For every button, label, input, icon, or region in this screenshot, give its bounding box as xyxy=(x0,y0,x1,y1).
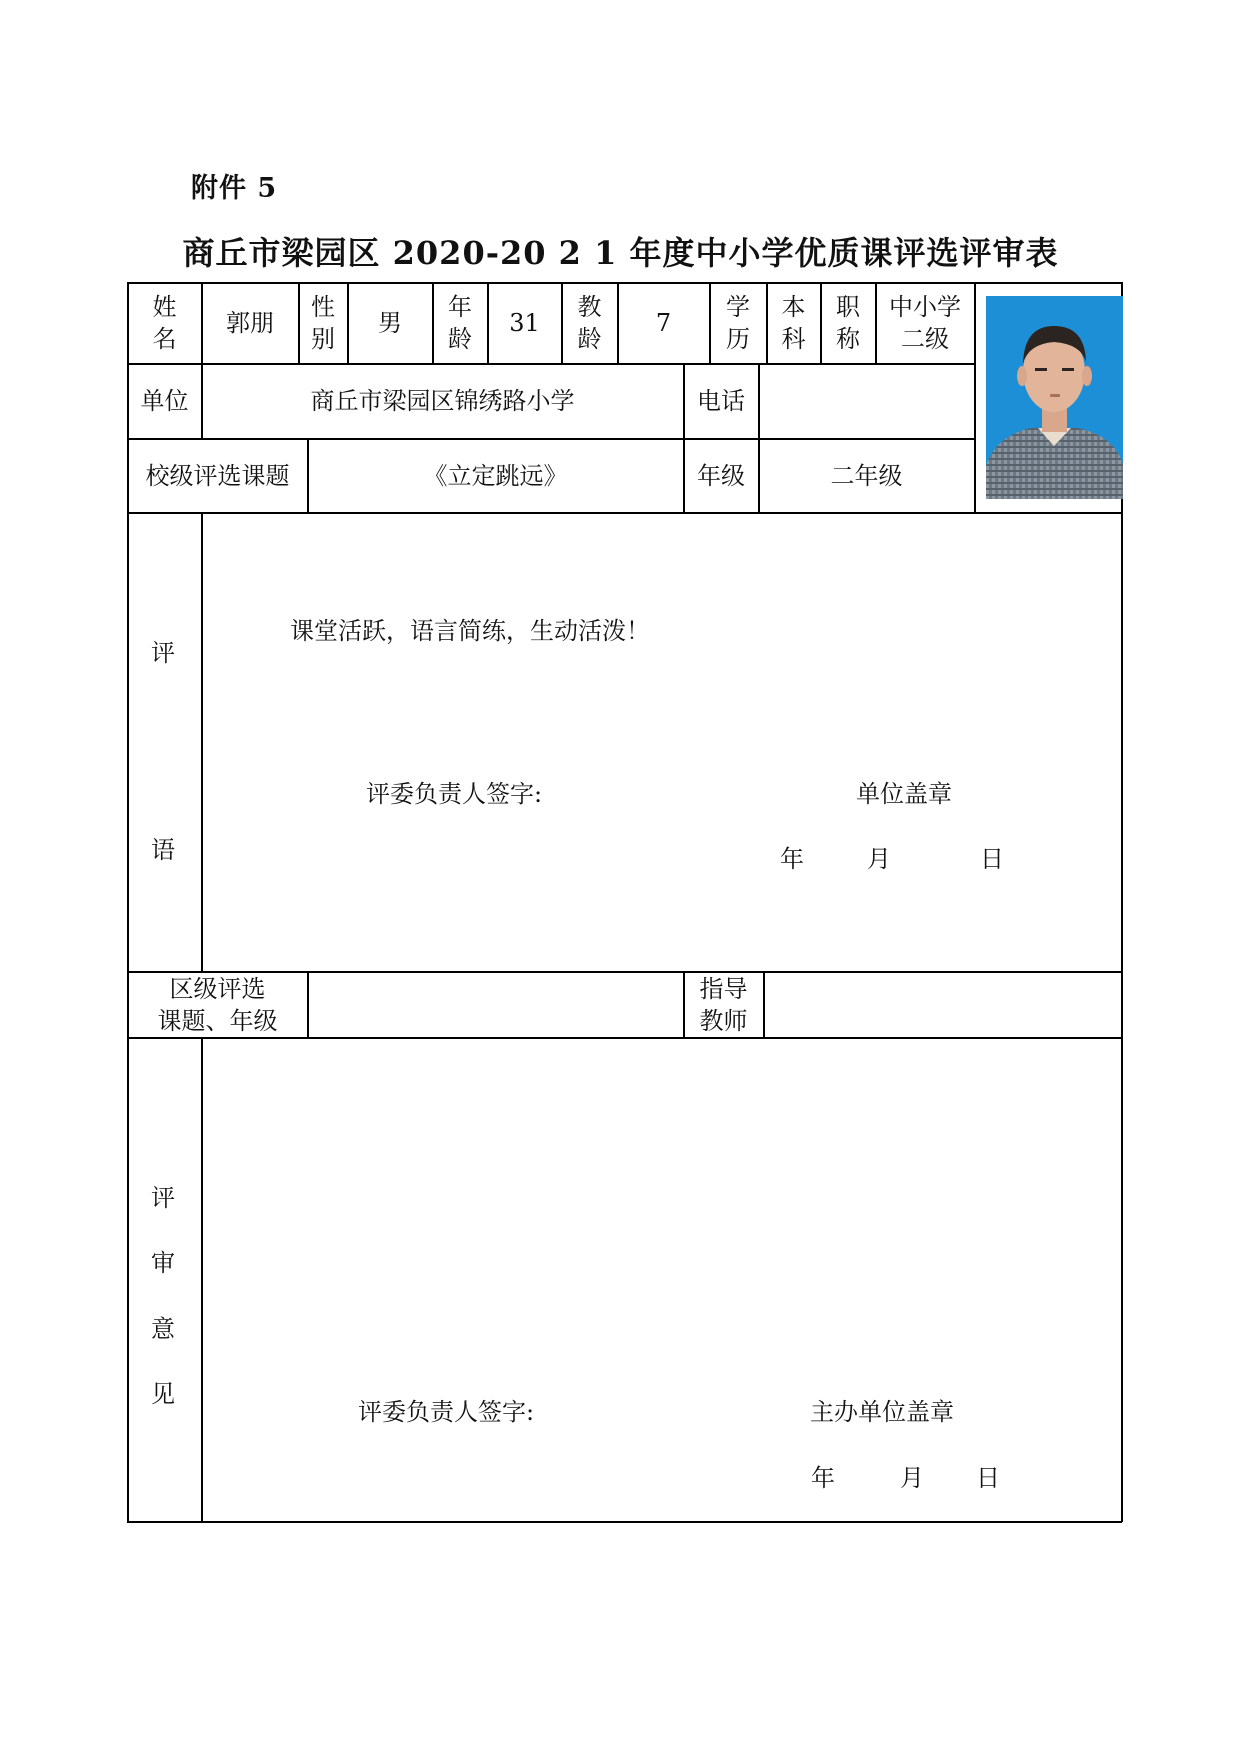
teaching-age-value: 7 xyxy=(655,309,672,337)
teaching-age-label: 教 龄 xyxy=(577,293,602,353)
gender-label: 性 别 xyxy=(311,293,335,353)
age-value: 31 xyxy=(509,309,540,337)
phone-value xyxy=(759,364,974,438)
name-label: 姓 名 xyxy=(152,293,177,353)
col-divider xyxy=(201,1037,203,1522)
comment-month: 月 xyxy=(867,845,891,873)
comment-day: 日 xyxy=(980,845,1004,873)
portrait-photo xyxy=(986,296,1123,499)
advisor-value xyxy=(764,972,1121,1037)
col-divider xyxy=(201,512,203,972)
page-title: 商丘市梁园区 2020-20 2 1 年度中小学优质课评选评审表 xyxy=(182,234,1059,272)
unit-label: 单位 xyxy=(140,387,189,415)
comment-seal-label: 单位盖章 xyxy=(856,780,952,808)
unit-value: 商丘市梁园区锦绣路小学 xyxy=(310,387,575,415)
attachment-label: 附件 5 xyxy=(191,173,278,204)
grade-label: 年级 xyxy=(697,461,745,490)
review-label-char-4: 见 xyxy=(151,1380,175,1408)
district-topic-label: 区级评选 课题、年级 xyxy=(157,974,278,1035)
review-label-char-3: 意 xyxy=(151,1315,175,1343)
district-topic-value xyxy=(308,972,683,1037)
comment-text: 课堂活跃，语言简练，生动活泼！ xyxy=(290,617,650,645)
job-title-label: 职 称 xyxy=(836,293,860,353)
grade-value: 二年级 xyxy=(830,461,903,490)
review-signer-label: 评委负责人签字: xyxy=(358,1398,535,1426)
job-title-value: 中小学 二级 xyxy=(889,293,961,353)
review-month: 月 xyxy=(900,1464,924,1492)
comment-signer-label: 评委负责人签字: xyxy=(366,780,543,808)
row-divider xyxy=(127,1037,1122,1039)
school-topic-value: 《立定跳远》 xyxy=(423,461,568,490)
review-label-char-2: 审 xyxy=(151,1249,175,1277)
review-year: 年 xyxy=(811,1464,835,1492)
comment-label-char-2: 语 xyxy=(151,836,175,864)
advisor-label: 指导 教师 xyxy=(699,974,748,1035)
row-divider xyxy=(127,512,1122,514)
comment-year: 年 xyxy=(780,845,804,873)
review-label-char-1: 评 xyxy=(151,1184,175,1212)
portrait-icon xyxy=(986,296,1123,499)
photo-col-divider xyxy=(974,282,976,513)
comment-label-char-1: 评 xyxy=(151,639,175,667)
school-topic-label: 校级评选课题 xyxy=(145,461,290,490)
table-border-bottom xyxy=(127,1521,1122,1523)
review-seal-label: 主办单位盖章 xyxy=(810,1398,954,1426)
gender-value: 男 xyxy=(378,309,402,337)
name-value: 郭朋 xyxy=(226,309,274,337)
age-label: 年 龄 xyxy=(448,293,472,353)
review-day: 日 xyxy=(976,1464,1000,1492)
education-label: 学 历 xyxy=(726,293,750,353)
education-value: 本 科 xyxy=(781,293,806,353)
phone-label: 电话 xyxy=(697,387,745,415)
